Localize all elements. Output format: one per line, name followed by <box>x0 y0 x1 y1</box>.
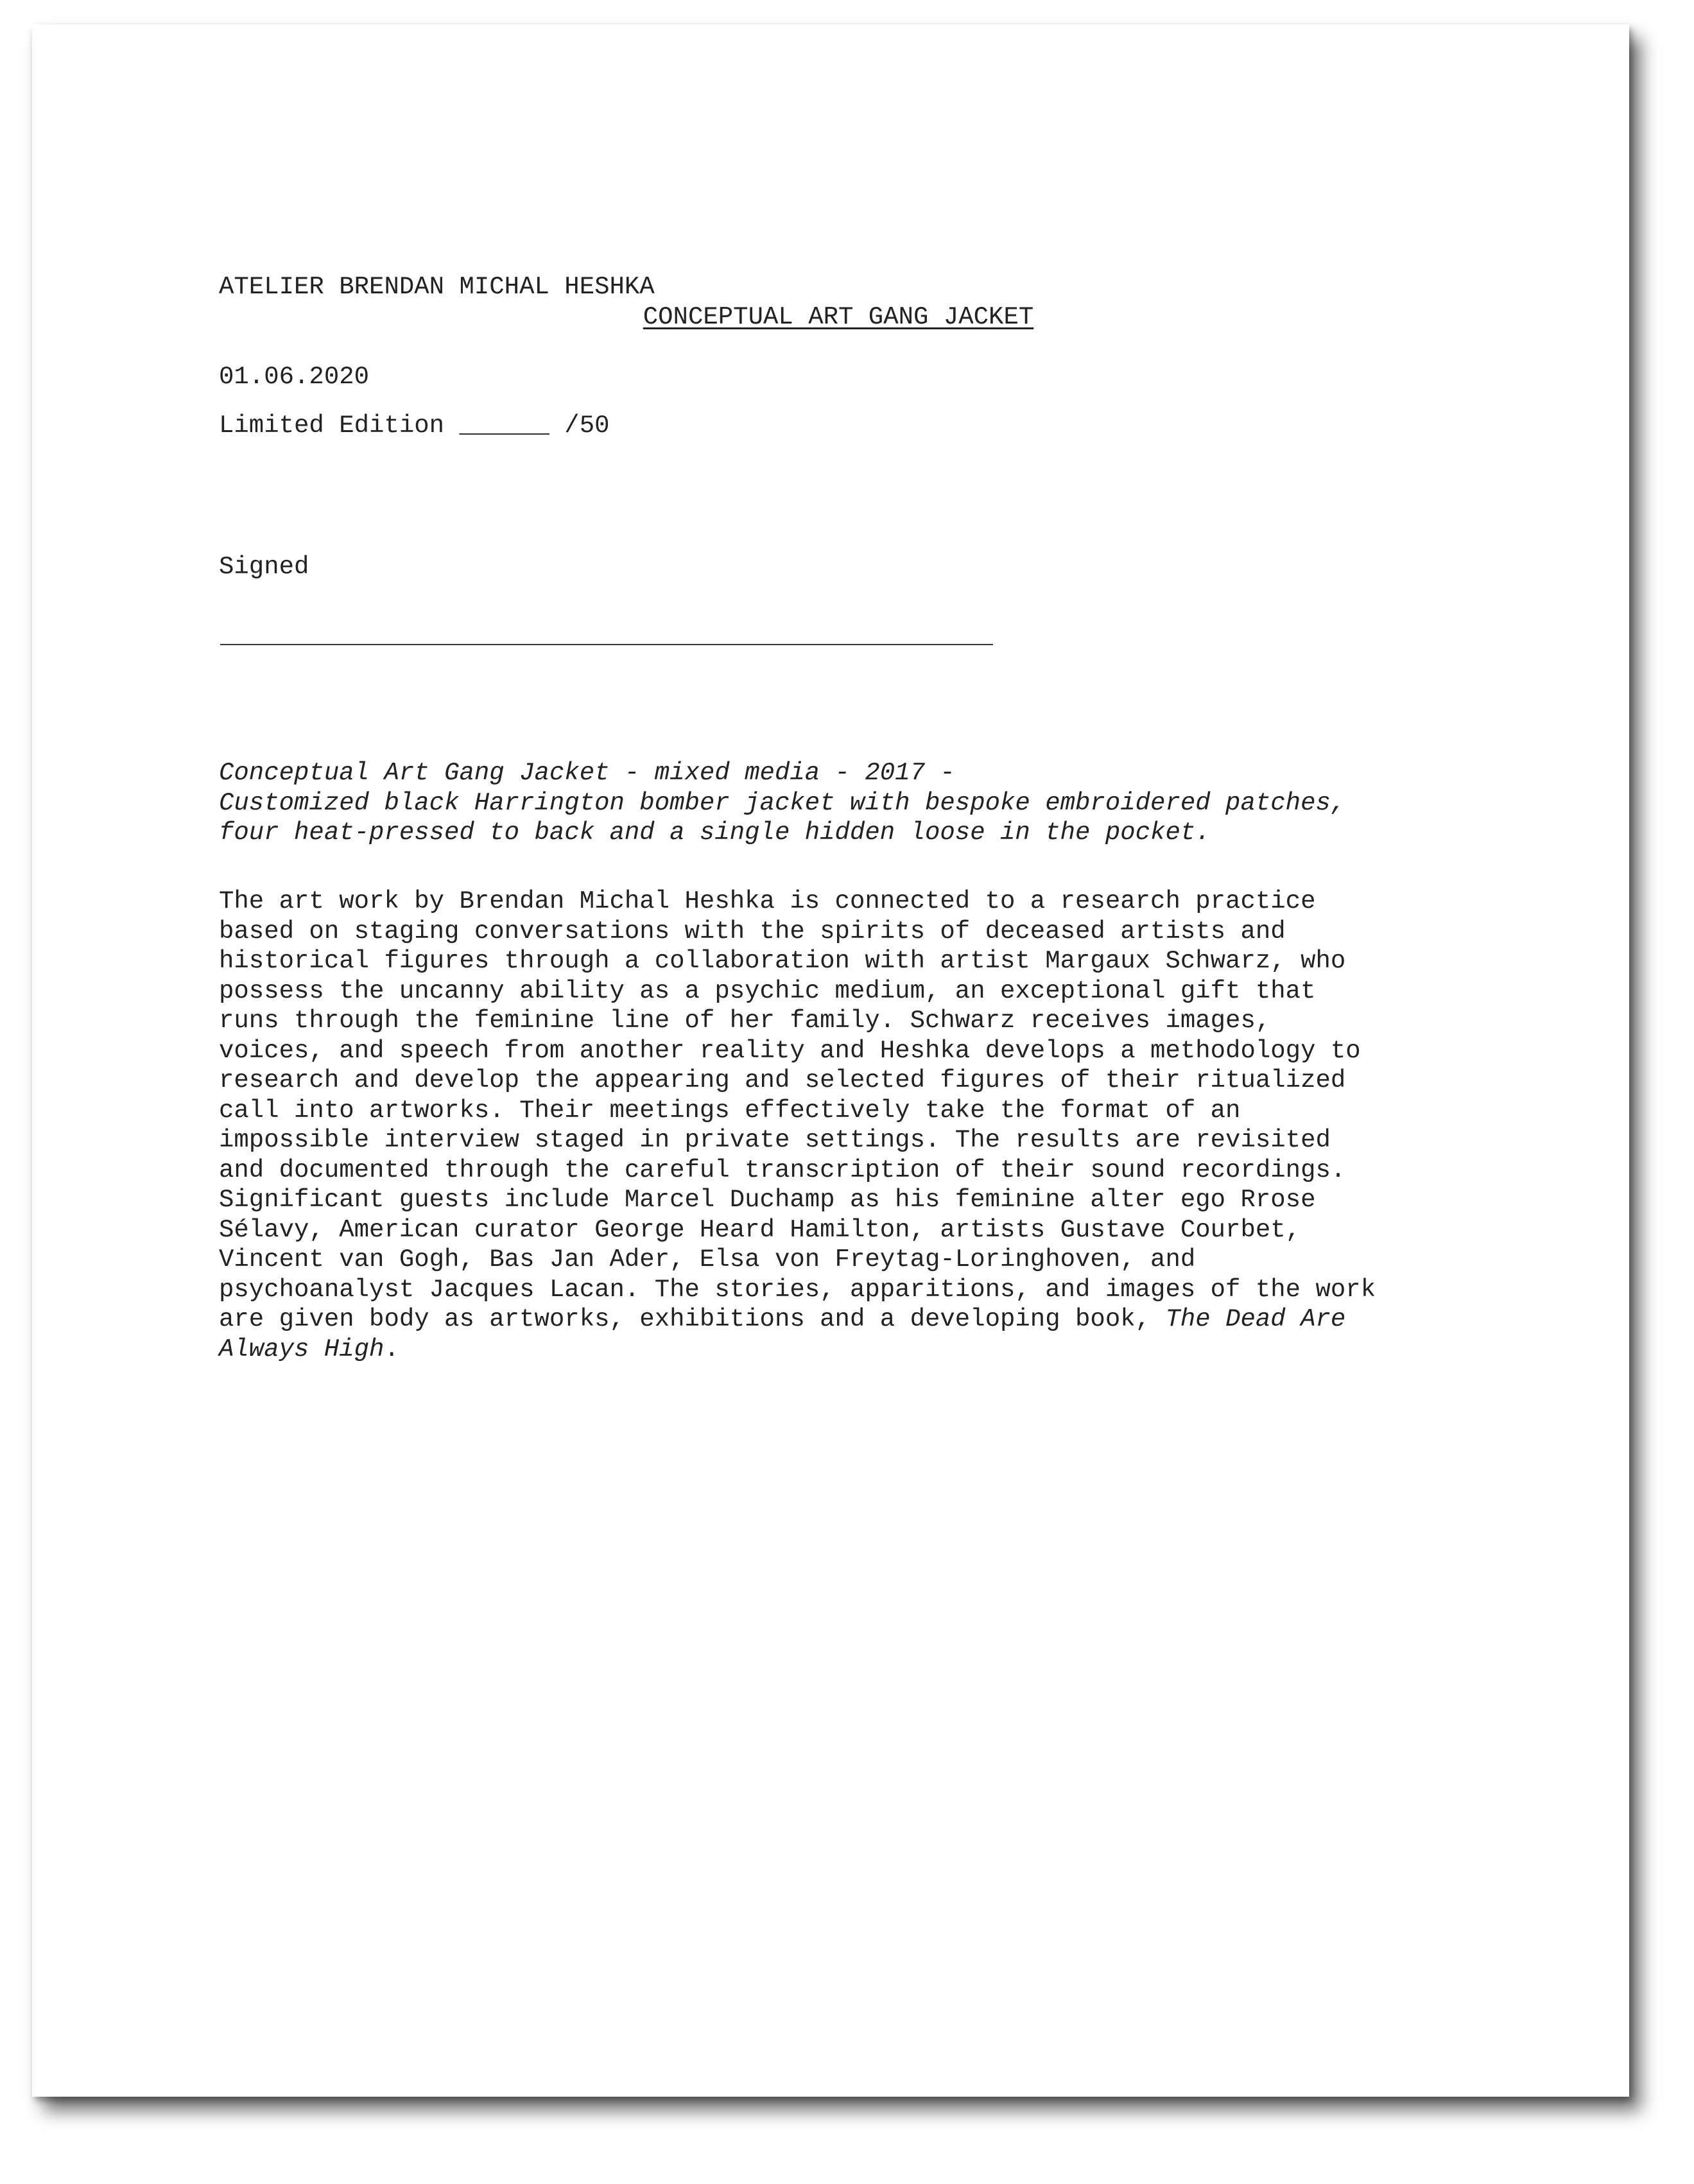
edition-number-line: Limited Edition ______ /50 <box>219 412 610 440</box>
signature-line <box>220 644 993 645</box>
book-title: The Dead Are Always High <box>219 1305 1346 1364</box>
studio-name: ATELIER BRENDAN MICHAL HESHKA <box>219 273 655 301</box>
document-date: 01.06.2020 <box>219 362 370 391</box>
description-text: The art work by Brendan Michal Heshka is connected to a research practice based on staging conversations with the spirits of deceased artists and historical figures through a collaboration with artist Margaux Schwarz, who possess the uncanny ability as a psychic medium, an exceptional gift that runs through the feminine line of her family. Schwarz receives images, voices, and speech from another reality and Heshka develops a methodology to research and develop the appearing and selected figures of their ritualized call into artworks. Their meetings effectively take the format of an impossible interview staged in private settings. The results are revisited and documented through the careful transcription of their sound recordings. Significant guests include Marcel Duchamp as his feminine alter ego Rrose Sélavy, American curator George Heard Hamilton, artists Gustave Courbet, Vincent van Gogh, Bas Jan Ader, Elsa von Freytag-Loringhoven, and psychoanalyst Jacques Lacan. The stories, apparitions, and images of the work are given body as artworks, exhibitions and a developing book, <box>219 887 1376 1333</box>
signed-label: Signed <box>219 553 309 581</box>
document-title <box>219 302 1458 333</box>
artwork-description <box>219 887 1439 1364</box>
document-page <box>32 24 1629 2097</box>
title-text: CONCEPTUAL ART GANG JACKET <box>643 303 1034 331</box>
artwork-caption: Conceptual Art Gang Jacket - mixed media - 2017 - Customized black Harrington bomber jacket with bespoke embroidered patches, four heat-pressed to back and a single hidden loose in the pocket. <box>219 759 1346 847</box>
description-end: . <box>384 1335 399 1364</box>
